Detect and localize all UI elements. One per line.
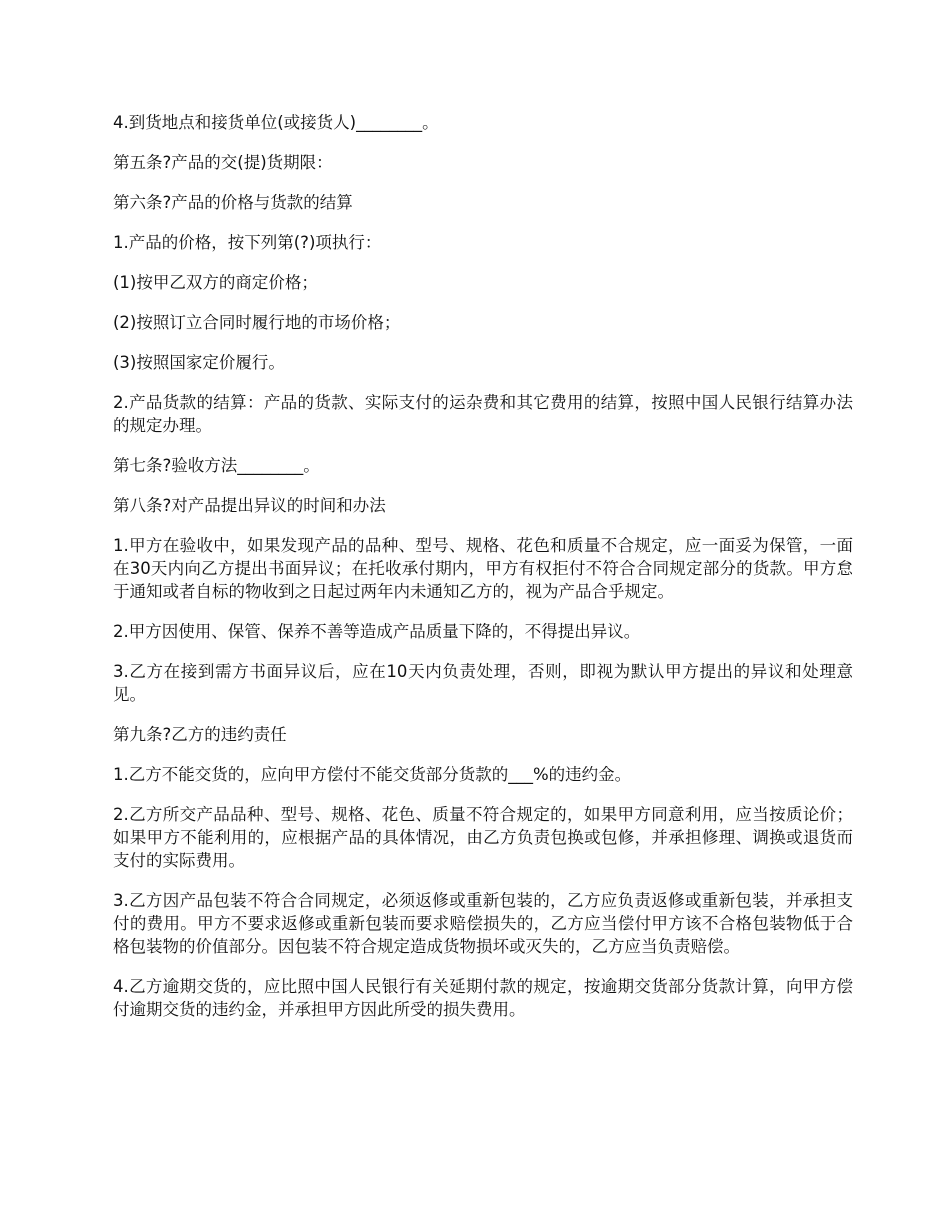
paragraph-objection-2: 2.甲方因使用、保管、保养不善等造成产品质量下降的，不得提出异议。 bbox=[113, 622, 641, 641]
clause-7-heading: 第七条?验收方法________。 bbox=[113, 456, 320, 475]
paragraph-liability-1: 1.乙方不能交货的，应向甲方偿付不能交货部分货款的___%的违约金。 bbox=[113, 765, 632, 784]
paragraph-price-intro: 1.产品的价格，按下列第(?)项执行： bbox=[113, 233, 382, 252]
paragraph-objection-3: 3.乙方在接到需方书面异议后，应在10天内负责处理，否则，即视为默认甲方提出的异议和处理意见。 bbox=[113, 662, 853, 704]
clause-8-heading: 第八条?对产品提出异议的时间和办法 bbox=[113, 496, 386, 515]
document-body bbox=[113, 111, 853, 1038]
paragraph-delivery-location: 4.到货地点和接货单位(或接货人)________。 bbox=[113, 113, 439, 132]
paragraph-payment-settlement: 2.产品货款的结算：产品的货款、实际支付的运杂费和其它费用的结算，按照中国人民银行结算办法的规定办理。 bbox=[113, 393, 853, 435]
paragraph-price-option-2: (2)按照订立合同时履行地的市场价格； bbox=[113, 313, 401, 332]
paragraph-liability-2: 2.乙方所交产品品种、型号、规格、花色、质量不符合规定的，如果甲方同意利用，应当按质论价；如果甲方不能利用的，应根据产品的具体情况，由乙方负责包换或包修，并承担修理、调换或退货而支付的实际费用。 bbox=[113, 805, 853, 870]
paragraph-objection-1: 1.甲方在验收中，如果发现产品的品种、型号、规格、花色和质量不合规定，应一面妥为保管，一面在30天内向乙方提出书面异议；在托收承付期内，甲方有权拒付不符合合同规定部分的货款。甲方怠于通知或者自标的物收到之日起过两年内未通知乙方的，视为产品合乎规定。 bbox=[113, 536, 853, 601]
clause-6-heading: 第六条?产品的价格与货款的结算 bbox=[113, 193, 353, 212]
paragraph-liability-4: 4.乙方逾期交货的，应比照中国人民银行有关延期付款的规定，按逾期交货部分货款计算，向甲方偿付逾期交货的违约金，并承担甲方因此所受的损失费用。 bbox=[113, 977, 853, 1019]
clause-5-heading: 第五条?产品的交(提)货期限： bbox=[113, 153, 333, 172]
paragraph-liability-3: 3.乙方因产品包装不符合合同规定，必须返修或重新包装的，乙方应负责返修或重新包装，并承担支付的费用。甲方不要求返修或重新包装而要求赔偿损失的，乙方应当偿付甲方该不合格包装物低于合格包装物的价值部分。因包装不符合规定造成货物损坏或灭失的，乙方应当负责赔偿。 bbox=[113, 891, 853, 956]
paragraph-price-option-1: (1)按甲乙双方的商定价格； bbox=[113, 273, 318, 292]
paragraph-price-option-3: (3)按照国家定价履行。 bbox=[113, 353, 285, 372]
clause-9-heading: 第九条?乙方的违约责任 bbox=[113, 725, 287, 744]
